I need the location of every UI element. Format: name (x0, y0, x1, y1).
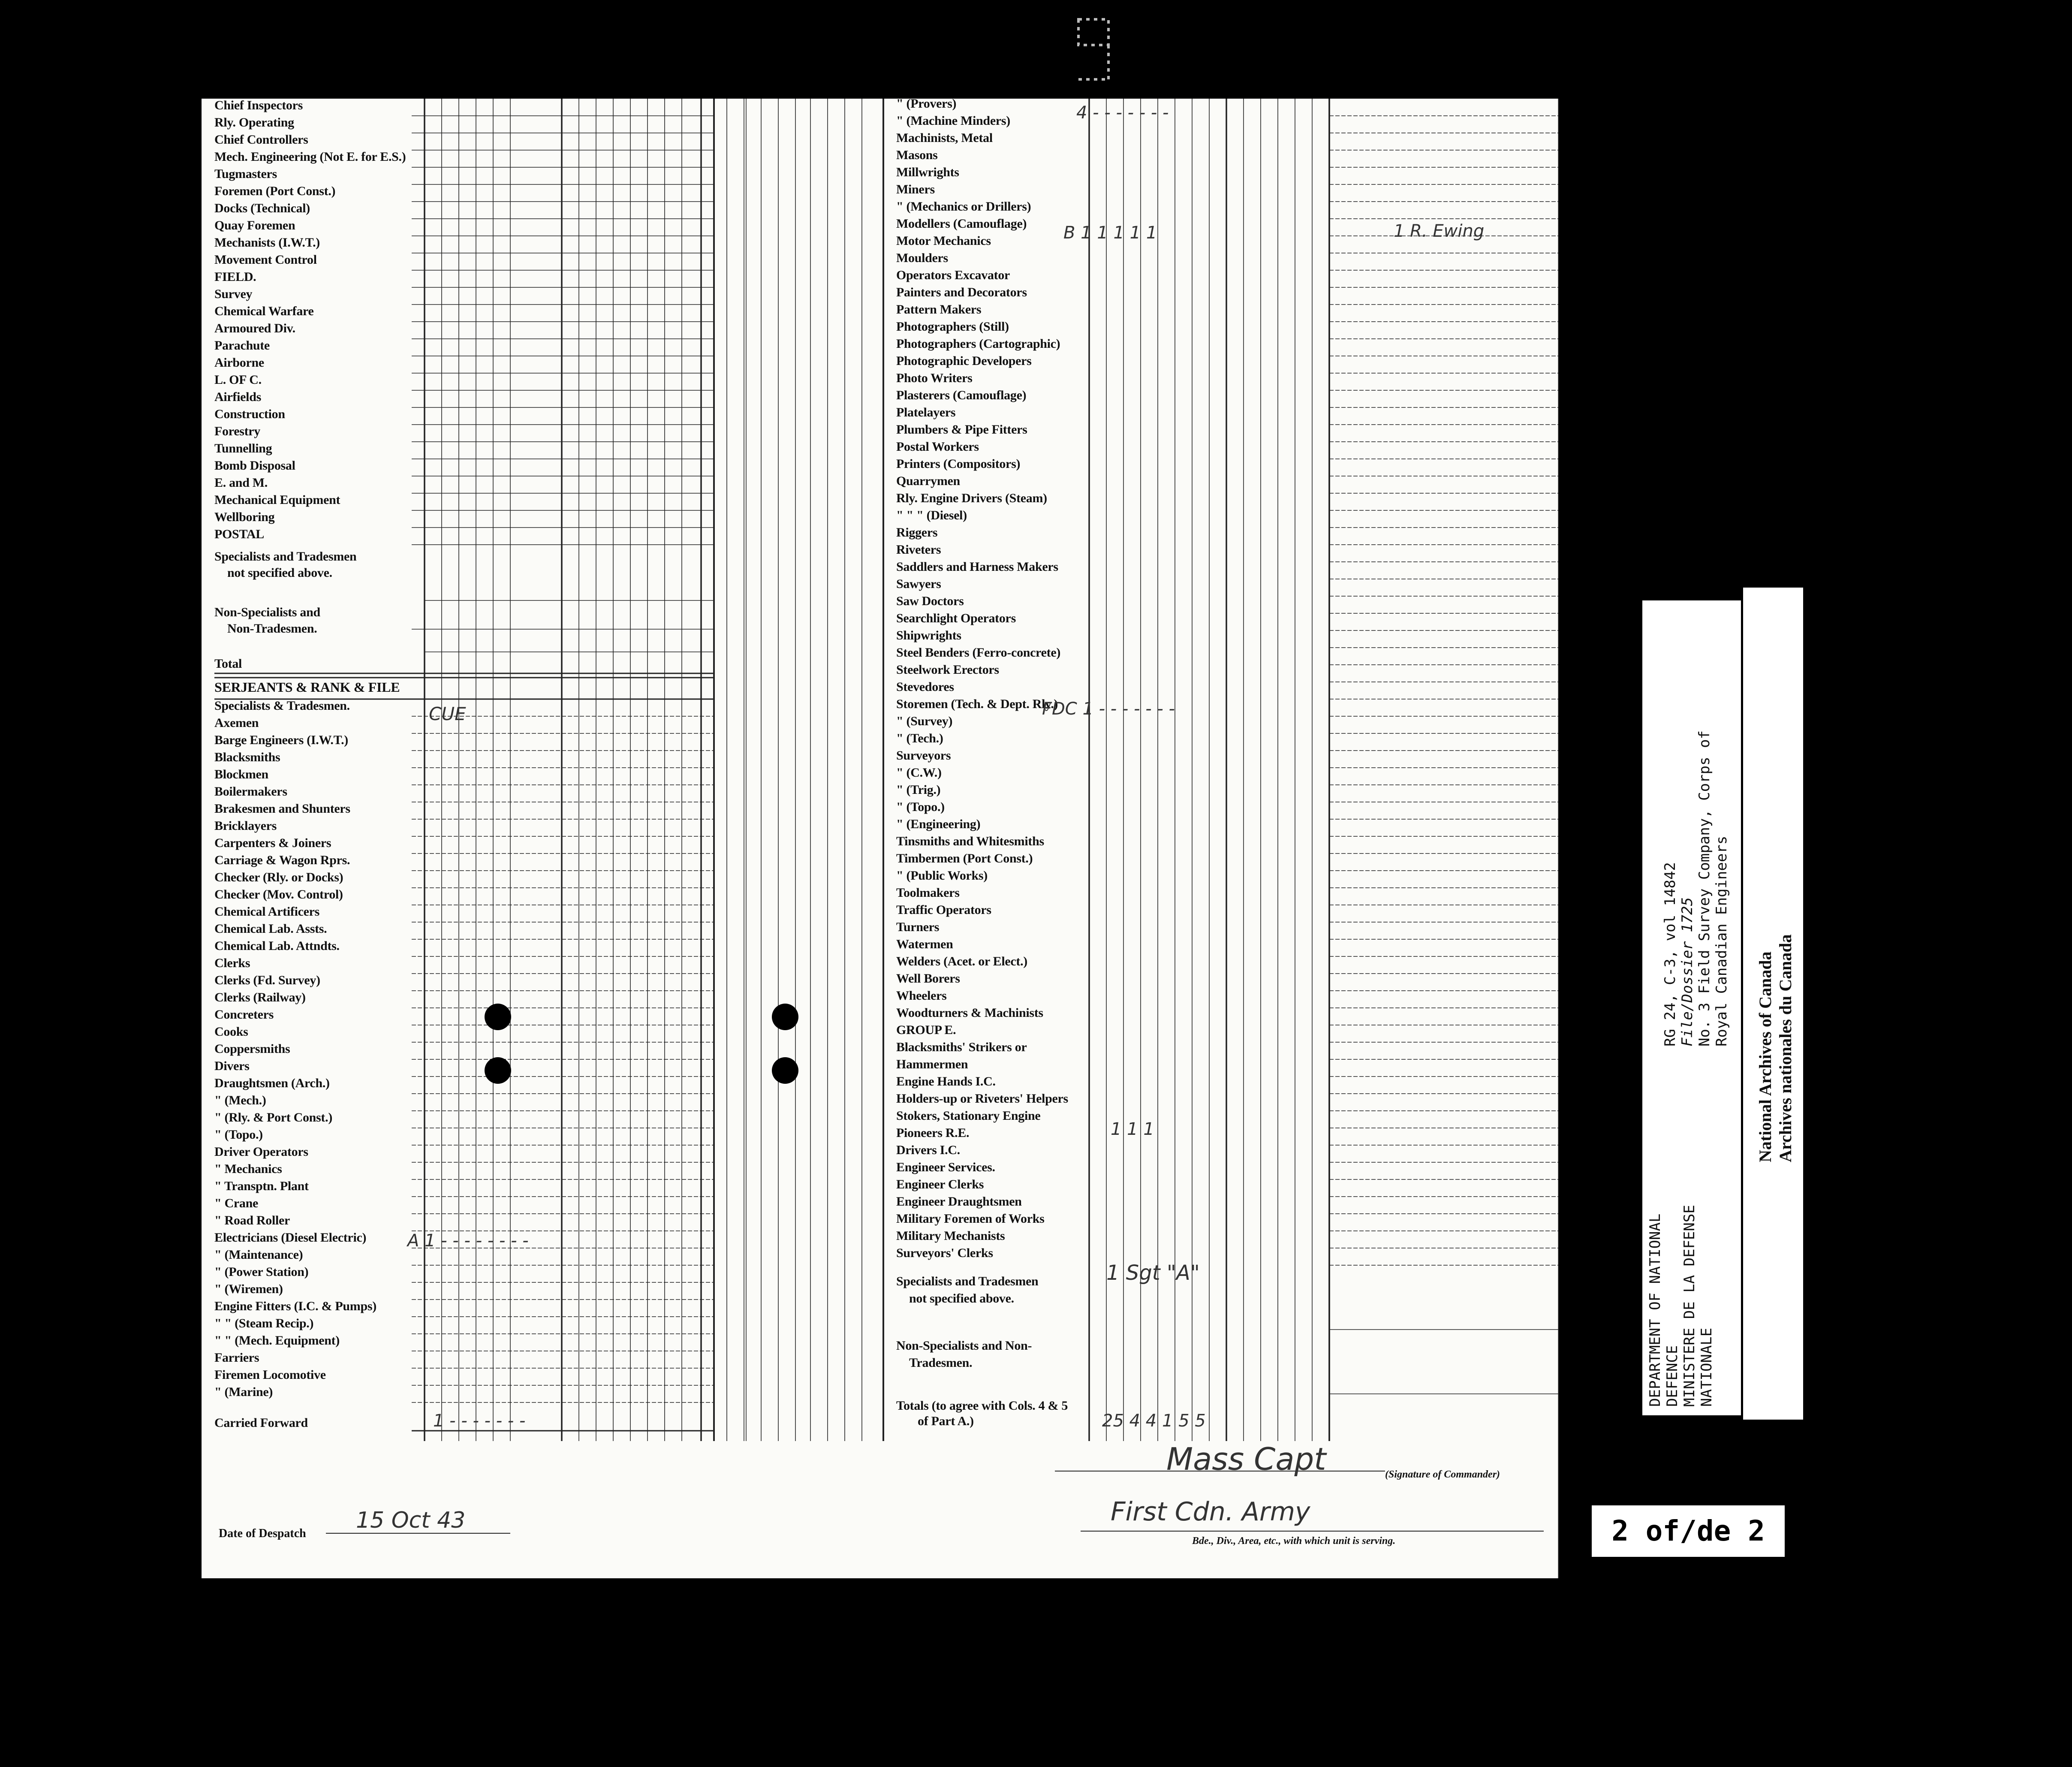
form-row-label: Holders-up or Riveters' Helpers (896, 1092, 1068, 1106)
reference-line: File/Dossier 1725 (1679, 897, 1696, 1046)
form-row-label: Carriage & Wagon Rprs. (214, 853, 350, 867)
form-row-label: Quay Foremen (214, 218, 295, 232)
form-row-label: " (Rly. & Port Const.) (214, 1110, 333, 1125)
form-row-label: Riveters (896, 543, 941, 557)
form-row-label: Firemen Locomotive (214, 1368, 326, 1382)
punch-hole (772, 1004, 798, 1030)
form-row-label: Airfields (214, 390, 261, 404)
form-row-label: " Mechanics (214, 1162, 282, 1176)
form-row-label: Operators Excavator (896, 268, 1010, 282)
form-grid (202, 99, 1559, 1578)
form-row-label: SERJEANTS & RANK & FILE (214, 679, 400, 695)
department-line: DEPARTMENT OF NATIONAL (1647, 1213, 1664, 1407)
form-row-label: Welders (Acet. or Elect.) (896, 954, 1027, 968)
archives-english: National Archives of Canada (1756, 951, 1775, 1162)
handwritten-carried-forward: 1 - - - - - - - (433, 1411, 526, 1431)
form-row-label: Tugmasters (214, 167, 277, 181)
form-row-label: " (Trig.) (896, 783, 941, 797)
handwritten-specialists: 1 Sgt "A" (1106, 1261, 1200, 1285)
form-row-label: Rly. Engine Drivers (Steam) (896, 491, 1047, 505)
form-row-label: Coppersmiths (214, 1042, 290, 1056)
form-row-label: " (Wiremen) (214, 1282, 283, 1296)
archive-reference-card (1642, 600, 1741, 1415)
form-row-label: " (Engineering) (896, 817, 981, 831)
form-row-label: Riggers (896, 525, 938, 540)
form-row-label: Steelwork Erectors (896, 663, 999, 677)
form-row-label: not specified above. (227, 566, 332, 580)
form-row-label: Postal Workers (896, 440, 979, 454)
form-row-label: Chemical Lab. Attndts. (214, 939, 340, 953)
handwritten-despatch-date: 15 Oct 43 (356, 1508, 466, 1533)
handwritten-machine-minders: 4 - - - - - - - (1076, 103, 1169, 123)
form-row-label: Non-Specialists and Non- (896, 1339, 1032, 1353)
form-row-label: Blacksmiths' Strikers or (896, 1040, 1027, 1054)
form-row-label: " " (Steam Recip.) (214, 1316, 314, 1330)
form-row-label: Bomb Disposal (214, 458, 295, 473)
form-row-label: Total (214, 657, 242, 671)
form-row-label: L. OF C. (214, 373, 262, 387)
form-row-label: Draughtsmen (Arch.) (214, 1076, 330, 1090)
form-row-label: Modellers (Camouflage) (896, 217, 1027, 231)
page-number-label: 2 of/de 2 (1592, 1505, 1785, 1557)
signature-caption: (Signature of Commander) (1385, 1469, 1500, 1480)
form-row-label: Tunnelling (214, 441, 272, 455)
form-row-label: " (Public Works) (896, 868, 988, 883)
form-row-label: Pattern Makers (896, 302, 982, 317)
form-row-label: Photographic Developers (896, 354, 1032, 368)
form-row-label: Military Mechanists (896, 1229, 1005, 1243)
form-row-label: Clerks (Fd. Survey) (214, 973, 320, 987)
handwritten-totals: 25 4 4 1 5 5 (1102, 1411, 1206, 1431)
form-row-label: Carried Forward (214, 1416, 308, 1430)
form-row-label: Platelayers (896, 405, 956, 419)
form-row-label: Photographers (Still) (896, 320, 1009, 334)
form-row-label: Drivers I.C. (896, 1143, 960, 1157)
form-row-label: Engineer Services. (896, 1160, 995, 1174)
form-row-label: " (Provers) (896, 96, 957, 111)
form-row-label: Traffic Operators (896, 903, 991, 917)
form-row-label: Timbermen (Port Const.) (896, 851, 1033, 865)
punch-hole (772, 1057, 798, 1084)
form-row-label: Millwrights (896, 165, 959, 179)
form-row-label: Blockmen (214, 767, 268, 781)
form-row-label: " (C.W.) (896, 766, 942, 780)
form-row-label: Forestry (214, 424, 260, 438)
punch-hole (485, 1057, 511, 1084)
archives-canada-strip (1743, 588, 1803, 1420)
form-row-label: Chief Inspectors (214, 98, 303, 112)
form-row-label: Military Foremen of Works (896, 1212, 1045, 1226)
form-row-label: " (Topo.) (896, 800, 945, 814)
form-row-label: " (Survey) (896, 714, 953, 728)
form-row-label: not specified above. (909, 1291, 1014, 1306)
form-row-label: Movement Control (214, 253, 317, 267)
form-row-label: Parachute (214, 338, 270, 353)
form-row-label: Farriers (214, 1351, 259, 1365)
form-row-label: Electricians (Diesel Electric) (214, 1230, 367, 1245)
form-row-label: Bricklayers (214, 819, 277, 833)
form-row-label: Printers (Compositors) (896, 457, 1021, 471)
form-row-label: Surveyors (896, 748, 951, 763)
form-row-label: Shipwrights (896, 628, 961, 642)
form-row-label: " " " (Diesel) (896, 508, 967, 522)
despatch-label: Date of Despatch (219, 1527, 306, 1540)
department-line: MINISTERE DE LA DEFENSE (1681, 1205, 1698, 1407)
form-row-label: Carpenters & Joiners (214, 836, 331, 850)
reference-line: No. 3 Field Survey Company, Corps of (1696, 730, 1713, 1046)
form-row-label: Brakesmen and Shunters (214, 802, 350, 816)
form-row-label: Woodturners & Machinists (896, 1006, 1043, 1020)
form-row-label: " (Power Station) (214, 1265, 309, 1279)
commander-signature: Mass Capt (1166, 1441, 1326, 1477)
form-row-label: Checker (Rly. or Docks) (214, 870, 343, 884)
form-row-label: Barge Engineers (I.W.T.) (214, 733, 348, 747)
handwritten-note-ewing: 1 R. Ewing (1394, 221, 1485, 241)
form-row-label: " Road Roller (214, 1213, 290, 1227)
form-row-label: " (Tech.) (896, 731, 943, 745)
form-row-label: Specialists & Tradesmen. (214, 699, 350, 713)
form-row-label: Checker (Mov. Control) (214, 887, 343, 902)
form-row-label: Non-Specialists and (214, 605, 320, 619)
form-row-label: Miners (896, 182, 935, 196)
handwritten-electricians: A 1 - - - - - - - - (407, 1231, 529, 1251)
form-row-label: FIELD. (214, 270, 256, 284)
form-row-label: Moulders (896, 251, 948, 265)
form-row-label: Hammermen (896, 1057, 968, 1071)
handwritten-storemen-survey: FDC 1 - - - - - - - (1042, 699, 1175, 719)
form-row-label: " (Machine Minders) (896, 114, 1010, 128)
archives-french: Archives nationales du Canada (1776, 934, 1795, 1162)
form-row-label: Clerks (Railway) (214, 990, 306, 1004)
frame-number-mark (1072, 15, 1115, 88)
form-row-label: " (Maintenance) (214, 1248, 303, 1262)
form-row-label: Airborne (214, 356, 264, 370)
return-form-sheet (202, 96, 1559, 1578)
form-row-label: " " (Mech. Equipment) (214, 1333, 340, 1348)
handwritten-drivers-ic: 1 1 1 (1111, 1119, 1154, 1139)
form-row-label: Clerks (214, 956, 250, 970)
form-row-label: Saddlers and Harness Makers (896, 560, 1058, 574)
form-row-label: Boilermakers (214, 784, 287, 799)
punch-hole (485, 1004, 511, 1030)
form-row-label: Photo Writers (896, 371, 973, 385)
form-row-label: GROUP E. (896, 1023, 956, 1037)
form-row-label: Chemical Artificers (214, 905, 320, 919)
form-row-label: of Part A.) (918, 1414, 974, 1428)
form-row-label: Specialists and Tradesmen (214, 549, 357, 564)
form-row-label: Concreters (214, 1007, 274, 1022)
form-row-label: Mech. Engineering (Not E. for E.S.) (214, 150, 406, 164)
handwritten-motor-mechanics: B 1 1 1 1 1 (1063, 223, 1157, 243)
handwritten-cue-mark: CUE (429, 703, 466, 724)
form-row-label: Axemen (214, 716, 259, 730)
form-row-label: Cooks (214, 1025, 248, 1039)
form-row-label: Stevedores (896, 680, 954, 694)
form-row-label: Sawyers (896, 577, 941, 591)
form-row-label: POSTAL (214, 527, 265, 541)
form-row-label: Engineer Draughtsmen (896, 1194, 1022, 1209)
form-row-label: Steel Benders (Ferro-concrete) (896, 645, 1061, 660)
form-row-label: Non-Tradesmen. (227, 621, 317, 636)
form-row-label: Blacksmiths (214, 750, 280, 764)
form-row-label: Turners (896, 920, 940, 934)
form-row-label: Watermen (896, 937, 953, 951)
form-row-label: Machinists, Metal (896, 131, 993, 145)
form-row-label: Searchlight Operators (896, 611, 1016, 625)
form-row-label: Storemen (Tech. & Dept. Rly.) (896, 697, 1058, 711)
form-row-label: Chemical Lab. Assts. (214, 922, 327, 936)
form-row-label: Construction (214, 407, 285, 421)
form-row-label: " (Marine) (214, 1385, 273, 1399)
form-row-label: " (Topo.) (214, 1128, 263, 1142)
form-row-label: Armoured Div. (214, 321, 295, 335)
form-row-label: " Transptn. Plant (214, 1179, 309, 1193)
form-row-label: " (Mechanics or Drillers) (896, 199, 1031, 214)
form-row-label: Specialists and Tradesmen (896, 1274, 1039, 1288)
form-row-label: Tradesmen. (909, 1356, 973, 1370)
reference-line: RG 24, C-3, vol 14842 (1662, 862, 1679, 1046)
form-row-label: Masons (896, 148, 938, 162)
form-row-label: " (Mech.) (214, 1093, 266, 1107)
form-row-label: Wheelers (896, 989, 947, 1003)
formation-caption: Bde., Div., Area, etc., with which unit is serving. (1192, 1535, 1396, 1547)
department-line: DEFENCE (1664, 1345, 1681, 1407)
form-row-label: Stokers, Stationary Engine (896, 1109, 1041, 1123)
handwritten-formation: First Cdn. Army (1111, 1497, 1310, 1527)
form-row-label: Saw Doctors (896, 594, 964, 608)
form-row-label: Toolmakers (896, 886, 960, 900)
form-row-label: Totals (to agree with Cols. 4 & 5 (896, 1399, 1068, 1413)
form-row-label: Docks (Technical) (214, 201, 310, 215)
form-row-label: Plasterers (Camouflage) (896, 388, 1027, 402)
form-row-label: Tinsmiths and Whitesmiths (896, 834, 1044, 848)
form-row-label: Surveyors' Clerks (896, 1246, 993, 1260)
form-row-label: Painters and Decorators (896, 285, 1027, 299)
form-row-label: Engine Fitters (I.C. & Pumps) (214, 1299, 376, 1313)
form-row-label: Engine Hands I.C. (896, 1074, 996, 1089)
form-row-label: Photographers (Cartographic) (896, 337, 1060, 351)
form-row-label: Foremen (Port Const.) (214, 184, 336, 198)
reference-line: Royal Canadian Engineers (1713, 835, 1730, 1046)
form-row-label: Motor Mechanics (896, 234, 991, 248)
form-row-label: Chemical Warfare (214, 304, 314, 318)
form-row-label: Pioneers R.E. (896, 1126, 970, 1140)
form-row-label: Driver Operators (214, 1145, 308, 1159)
form-row-label: Engineer Clerks (896, 1177, 984, 1191)
form-row-label: Rly. Operating (214, 115, 294, 130)
department-line: NATIONALE (1698, 1327, 1715, 1407)
form-row-label: Mechanists (I.W.T.) (214, 235, 320, 250)
form-row-label: Well Borers (896, 971, 960, 986)
form-row-label: " Crane (214, 1196, 259, 1210)
form-row-label: Wellboring (214, 510, 275, 524)
form-row-label: E. and M. (214, 476, 268, 490)
form-row-label: Plumbers & Pipe Fitters (896, 422, 1027, 437)
form-row-label: Mechanical Equipment (214, 493, 340, 507)
form-row-label: Quarrymen (896, 474, 960, 488)
form-row-label: Divers (214, 1059, 250, 1073)
form-row-label: Survey (214, 287, 253, 301)
form-row-label: Chief Controllers (214, 133, 308, 147)
